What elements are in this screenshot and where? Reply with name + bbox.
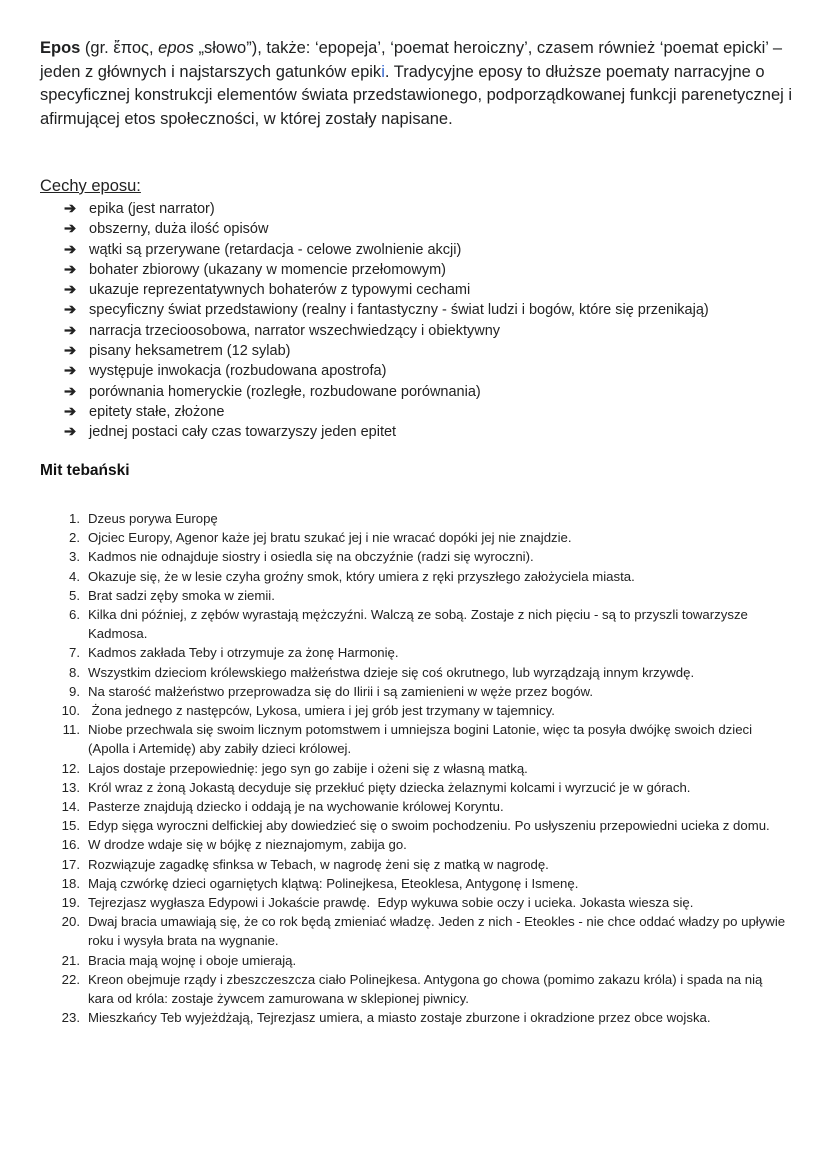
list-item <box>48 567 788 586</box>
item-text: Kadmos zakłada Teby i otrzymuje za żonę Harmonię. <box>88 645 399 661</box>
arrow-icon: ➔ <box>64 221 77 238</box>
list-item <box>48 509 788 528</box>
item-text: Tejrezjasz wygłasza Edypowi i Jokaście prawdę. Edyp wykuwa sobie oczy i ucieka. Jokasta wiesza się. <box>88 895 694 911</box>
item-text: Kilka dni później, z zębów wyrastają mężczyźni. Walczą ze sobą. Zostaje z nich pięciu - są to przyszli towarzysze Kadmosa. <box>88 607 752 642</box>
feature-text: bohater zbiorowy (ukazany w momencie przełomowym) <box>89 261 446 278</box>
item-text: Okazuje się, że w lesie czyha groźny smok, który umiera z ręki przyszłego założyciela miasta. <box>88 568 635 584</box>
item-text: Kadmos nie odnajduje siostry i osiedla się na obczyźnie (radzi się wyroczni). <box>88 549 534 565</box>
arrow-icon: ➔ <box>64 261 77 278</box>
item-text: Pasterze znajdują dziecko i oddają je na wychowanie królowej Koryntu. <box>88 799 504 815</box>
feature-item <box>64 422 709 442</box>
list-item <box>48 797 788 816</box>
features-list <box>64 199 709 443</box>
item-number: 21. <box>61 952 80 968</box>
item-number: 6. <box>69 607 80 623</box>
item-number: 15. <box>61 818 80 834</box>
feature-item <box>64 402 709 422</box>
term-epos: Epos <box>40 39 81 57</box>
item-text: Edyp sięga wyroczni delfickiej aby dowiedzieć się o swoim pochodzeniu. Po usłyszeniu przepowiedni ucieka z domu. <box>88 818 770 834</box>
item-number: 12. <box>61 760 80 776</box>
feature-text: występuje inwokacja (rozbudowana apostrofa) <box>89 363 387 380</box>
feature-text: porównania homeryckie (rozległe, rozbudowane porównania) <box>89 383 481 400</box>
item-number: 18. <box>61 875 80 891</box>
item-number: 2. <box>69 530 80 546</box>
myth-list <box>48 509 788 1027</box>
list-item <box>48 586 788 605</box>
feature-item <box>64 321 709 341</box>
list-item <box>48 970 788 1008</box>
arrow-icon: ➔ <box>64 282 77 299</box>
item-text: Lajos dostaje przepowiednię: jego syn go zabije i ożeni się z własną matką. <box>88 760 528 776</box>
item-number: 22. <box>61 971 80 987</box>
feature-text: epitety stałe, złożone <box>89 403 225 420</box>
item-number: 3. <box>69 549 80 565</box>
list-item <box>48 605 788 643</box>
item-text: W drodze wdaje się w bójkę z nieznajomym, zabija go. <box>88 837 407 853</box>
feature-item <box>64 300 709 320</box>
item-text: Niobe przechwala się swoim licznym potomstwem i umniejsza bogini Latonie, więc ta posyła dwójkę swoich dzieci (Apolla i Artemidę) aby zabiły dzieci królowej. <box>88 722 756 757</box>
list-item <box>48 720 788 758</box>
intro-text: . Tradycyjne eposy to dłuższe poematy narracyjne o specyficznej konstrukcji elementów świata przedstawionego, podporządkowanej funkcji parenetycznej i afirmującej etos społeczności, w której zostały napisane. <box>40 62 793 128</box>
item-text: Dwaj bracia umawiają się, że co rok będą zmieniać władzę. Jeden z nich - Eteokles - nie chce oddać władzy po upływie roku i wysyła brata na wygnanie. <box>88 914 789 949</box>
arrow-icon: ➔ <box>64 403 77 420</box>
feature-item <box>64 240 709 260</box>
arrow-icon: ➔ <box>64 201 77 217</box>
item-number: 16. <box>61 837 80 853</box>
arrow-icon: ➔ <box>64 322 77 339</box>
list-item <box>48 951 788 970</box>
item-number: 5. <box>69 587 80 603</box>
myth-heading: Mit tebański <box>40 462 130 479</box>
list-item <box>48 1008 788 1027</box>
list-item <box>48 759 788 778</box>
item-text: Kreon obejmuje rządy i zbeszczeszcza ciało Polinejkesa. Antygona go chowa (pomimo zakazu króla) i spada na nią kara od króla: zostaje żywcem zamurowana w sklepionej piwnicy. <box>88 971 767 1007</box>
list-item <box>48 547 788 566</box>
list-item <box>48 893 788 912</box>
item-number: 9. <box>69 683 80 699</box>
list-item <box>48 528 788 547</box>
feature-text: pisany heksametrem (12 sylab) <box>89 343 291 360</box>
intro-text: „słowo”), także: ‘epopeja’, ‘poemat heroiczny’, czasem również ‘poemat epicki’ – jeden z głównych i najstarszych gatunków epik <box>40 39 783 81</box>
list-item <box>48 701 788 720</box>
list-item <box>48 855 788 874</box>
feature-item <box>64 199 709 219</box>
item-number: 23. <box>61 1010 80 1026</box>
arrow-icon: ➔ <box>64 424 77 441</box>
item-number: 13. <box>61 779 80 795</box>
list-item <box>48 912 788 950</box>
item-text: Ojciec Europy, Agenor każe jej bratu szukać jej i nie wracać dopóki jej nie znajdzie. <box>88 530 572 546</box>
item-number: 1. <box>69 511 80 526</box>
arrow-icon: ➔ <box>64 383 77 400</box>
item-number: 17. <box>61 856 80 872</box>
list-item <box>48 778 788 797</box>
feature-text: obszerny, duża ilość opisów <box>89 221 269 238</box>
item-text: Bracia mają wojnę i oboje umierają. <box>88 952 297 968</box>
item-number: 11. <box>62 722 80 738</box>
feature-item <box>64 341 709 361</box>
feature-text: ukazuje reprezentatywnych bohaterów z typowymi cechami <box>89 282 471 299</box>
item-number: 14. <box>61 799 80 815</box>
list-item <box>48 874 788 893</box>
arrow-icon: ➔ <box>64 363 77 380</box>
list-item <box>48 682 788 701</box>
feature-item <box>64 361 709 381</box>
item-text: Żona jednego z następców, Lykosa, umiera i jej grób jest trzymany w tajemnicy. <box>88 703 555 719</box>
feature-item <box>64 382 709 402</box>
item-text: Król wraz z żoną Jokastą decyduje się przekłuć pięty dziecka żelaznymi kolcami i wyrzucić je w górach. <box>88 779 691 795</box>
item-number: 20. <box>61 914 80 930</box>
item-text: Mają czwórkę dzieci ogarniętych klątwą: Polinejkesa, Eteoklesa, Antygonę i Ismenę. <box>88 875 579 891</box>
intro-italic: epos <box>158 39 194 57</box>
item-text: Mieszkańcy Teb wyjeżdżają, Tejrezjasz umiera, a miasto zostaje zburzone i okradzione przez obce wojska. <box>88 1010 711 1026</box>
intro-paragraph <box>40 37 800 131</box>
wiki-link[interactable]: i <box>381 62 385 81</box>
item-text: Rozwiązuje zagadkę sfinksa w Tebach, w nagrodę żeni się z matką w nagrodę. <box>88 856 549 872</box>
feature-text: wątki są przerywane (retardacja - celowe zwolnienie akcji) <box>89 241 462 258</box>
item-number: 19. <box>61 895 80 911</box>
feature-item <box>64 280 709 300</box>
feature-item <box>64 260 709 280</box>
feature-text: epika (jest narrator) <box>89 201 215 217</box>
list-item <box>48 835 788 854</box>
item-text: Wszystkim dzieciom królewskiego małżeństwa dzieje się coś okrutnego, lub wyrządzają innym krzywdę. <box>88 664 695 680</box>
feature-text: specyficzny świat przedstawiony (realny i fantastyczny - świat ludzi i bogów, które się przenikają) <box>89 302 709 319</box>
feature-text: jednej postaci cały czas towarzyszy jeden epitet <box>89 424 397 441</box>
feature-item <box>64 219 709 239</box>
arrow-icon: ➔ <box>64 343 77 360</box>
list-item <box>48 663 788 682</box>
item-text: Dzeus porywa Europę <box>88 511 218 526</box>
features-heading: Cechy eposu: <box>40 177 141 195</box>
item-number: 8. <box>69 664 80 680</box>
arrow-icon: ➔ <box>64 241 77 258</box>
item-text: Brat sadzi zęby smoka w ziemii. <box>88 587 275 603</box>
item-text: Na starość małżeństwo przeprowadza się do Ilirii i są zamienieni w węże przez bogów. <box>88 683 594 699</box>
item-number: 4. <box>69 568 80 584</box>
list-item <box>48 643 788 662</box>
intro-text: (gr. ἔπος, <box>80 39 159 57</box>
feature-text: narracja trzecioosobowa, narrator wszechwiedzący i obiektywny <box>89 322 501 339</box>
item-number: 7. <box>69 645 80 661</box>
arrow-icon: ➔ <box>64 302 77 319</box>
list-item <box>48 816 788 835</box>
item-number: 10. <box>61 703 80 719</box>
